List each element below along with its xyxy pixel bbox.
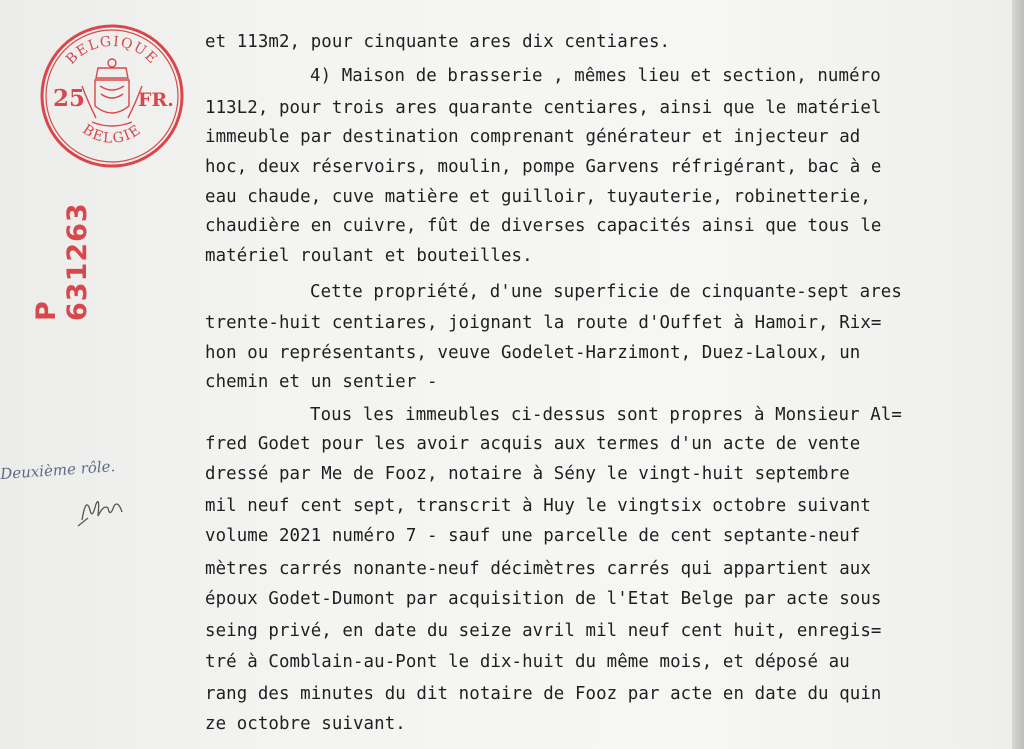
body-line: mil neuf cent sept, transcrit à Huy le vingtsix octobre suivant — [205, 496, 871, 516]
body-line: Cette propriété, d'une superficie de cinquante-sept ares — [310, 282, 902, 302]
body-line: et 113m2, pour cinquante ares dix centiares. — [205, 32, 671, 52]
body-line: matériel roulant et bouteilles. — [205, 246, 533, 266]
body-line: mètres carrés nonante-neuf décimètres carrés qui appartient aux — [205, 559, 871, 579]
body-line: Tous les immeubles ci-dessus sont propres à Monsieur Al= — [310, 405, 902, 425]
body-line: époux Godet-Dumont par acquisition de l'Etat Belge par acte sous — [205, 589, 882, 609]
body-line: ze octobre suivant. — [205, 714, 406, 734]
page-edge — [1012, 0, 1024, 749]
body-line: volume 2021 numéro 7 - sauf une parcelle de cent septante-neuf — [205, 526, 861, 546]
body-line: tré à Comblain-au-Pont le dix-huit du même mois, et déposé au — [205, 652, 850, 672]
margin-note: Deuxième rôle. — [0, 457, 116, 484]
body-line: 113L2, pour trois ares quarante centiares, ainsi que le matériel — [205, 98, 882, 118]
stamp-bottom-text: BELGIE — [79, 121, 145, 147]
body-line: 4) Maison de brasserie , mêmes lieu et section, numéro — [310, 66, 881, 86]
stamp-top-text: BELGIQUE — [63, 33, 161, 68]
body-line: eau chaude, cuve matière et guilloir, tuyauterie, robinetterie, — [205, 187, 871, 207]
body-line: chemin et un sentier - — [205, 372, 438, 392]
body-line: seing privé, en date du seize avril mil neuf cent huit, enregis= — [205, 621, 882, 641]
body-line: dressé par Me de Fooz, notaire à Sény le vingt-huit septembre — [205, 464, 850, 484]
body-line: immeuble par destination comprenant générateur et injecteur ad — [205, 127, 861, 147]
stamp-value: 25 — [53, 85, 86, 112]
body-line: fred Godet pour les avoir acquis aux termes d'un acte de vente — [205, 434, 861, 454]
body-line: hon ou représentants, veuve Godelet-Harzimont, Duez-Laloux, un — [205, 343, 861, 363]
serial-number: P 631263 — [31, 202, 93, 321]
stamp-unit: FR. — [138, 89, 174, 111]
body-line: hoc, deux réservoirs, moulin, pompe Garvens réfrigérant, bac à e — [205, 157, 882, 177]
body-line: rang des minutes du dit notaire de Fooz par acte en date du quin — [205, 684, 882, 704]
body-line: chaudière en cuivre, fût de diverses capacités ainsi que tous le — [205, 216, 882, 236]
body-line: trente-huit centiares, joignant la route d'Ouffet à Hamoir, Rix= — [205, 313, 882, 333]
